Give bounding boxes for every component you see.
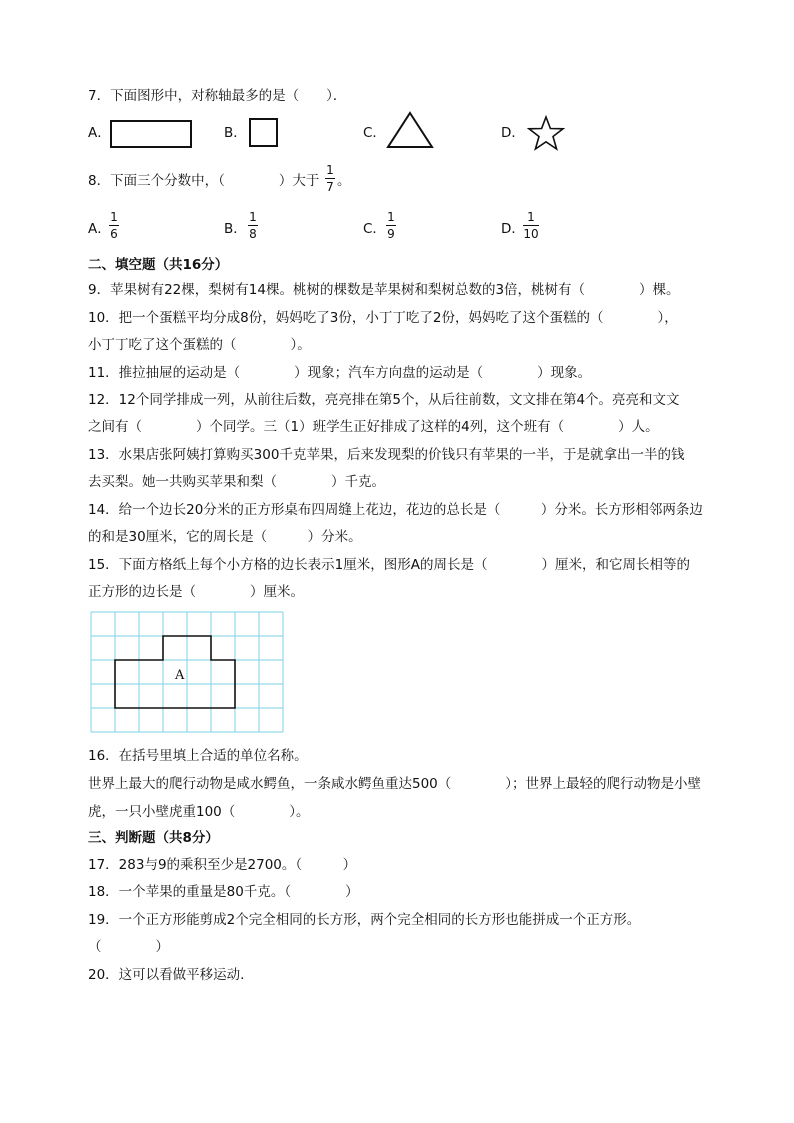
question-13-line-1: 13．水果店张阿姨打算购买300千克苹果，后来发现梨的价钱只有苹果的一半，于是就拿出一半的钱 — [88, 447, 685, 463]
fraction-denominator: 6 — [110, 227, 118, 241]
q7-option-d-label: D． — [501, 125, 525, 141]
question-9: 9．苹果树有22棵，梨树有14棵。桃树的棵数是苹果树和梨树总数的3倍，桃树有（ ）棵。 — [88, 282, 680, 298]
section-2-heading: 二、填空题（共16分） — [88, 257, 229, 273]
rectangle-shape-icon — [110, 120, 192, 148]
q8-option-d-label: D． — [501, 221, 525, 237]
shape-a-label: A — [175, 668, 185, 683]
q8-option-d-fraction — [523, 211, 539, 240]
fraction-numerator: 1 — [387, 210, 395, 224]
grid-paper-figure — [90, 610, 286, 734]
fraction-denominator: 10 — [523, 227, 539, 241]
q8-option-c-label: C． — [363, 221, 386, 237]
q8-option-a-fraction — [109, 211, 119, 240]
fraction-numerator: 1 — [110, 210, 118, 224]
question-14-line-1: 14．给一个边长20分米的正方形桌布四周缝上花边，花边的总长是（ ）分米。长方形相邻两条边 — [88, 502, 703, 518]
question-12-line-1: 12．12个同学排成一列，从前往后数，亮亮排在第5个，从后往前数，文文排在第4个。亮亮和文文 — [88, 392, 680, 408]
question-15-line-1: 15．下面方格纸上每个小方格的边长表示1厘米，图形A的周长是（ ）厘米，和它周长相等的 — [88, 557, 691, 573]
q8-option-c-fraction — [386, 211, 396, 240]
section-3-heading: 三、判断题（共8分） — [88, 830, 219, 846]
fraction-denominator: 9 — [387, 227, 395, 241]
question-20: 20．这可以看做平移运动. — [88, 967, 245, 983]
fraction-numerator: 1 — [249, 210, 257, 224]
question-10-line-1: 10．把一个蛋糕平均分成8份，妈妈吃了3份，小丁丁吃了2份，妈妈吃了这个蛋糕的（ ）， — [88, 310, 678, 326]
fraction-bar — [109, 225, 119, 226]
q7-option-a-label: A． — [88, 125, 111, 141]
fraction-bar — [248, 225, 258, 226]
q8-option-a-label: A． — [88, 221, 111, 237]
q8-stem-end: 。 — [337, 173, 351, 189]
triangle-shape-icon — [386, 111, 434, 149]
question-16-line-3: 虎，一只小壁虎重100（ ）。 — [88, 804, 310, 820]
fraction-bar — [523, 225, 539, 226]
question-19-line-1: 19．一个正方形能剪成2个完全相同的长方形，两个完全相同的长方形也能拼成一个正方形。 — [88, 912, 641, 928]
fraction-denominator: 7 — [326, 180, 334, 194]
question-8-stem — [88, 172, 319, 190]
square-shape-icon — [249, 118, 278, 147]
fraction-numerator: 1 — [527, 210, 535, 224]
grid-lines — [91, 612, 283, 732]
question-16-line-2: 世界上最大的爬行动物是咸水鳄鱼，一条咸水鳄鱼重达500（ ）；世界上最轻的爬行动物是小壁 — [88, 776, 702, 792]
question-18: 18．一个苹果的重量是80千克。（ ） — [88, 884, 359, 900]
fraction-numerator: 1 — [326, 163, 334, 177]
q8-stem-text: 8．下面三个分数中，（ ）大于 — [88, 173, 320, 189]
fraction-bar — [325, 178, 335, 179]
fraction-denominator: 8 — [249, 227, 257, 241]
question-13-line-2: 去买梨。她一共购买苹果和梨（ ）千克。 — [88, 474, 385, 490]
q7-option-c-label: C． — [363, 125, 386, 141]
question-15-line-2: 正方形的边长是（ ）厘米。 — [88, 584, 304, 600]
fraction-bar — [386, 225, 396, 226]
star-shape-icon — [527, 115, 565, 151]
q8-stem-fraction — [325, 164, 335, 193]
question-19-answer: （ ） — [88, 939, 169, 955]
q7-option-b-label: B． — [224, 125, 247, 141]
question-14-line-2: 的和是30厘米，它的周长是（ ）分米。 — [88, 529, 362, 545]
question-16-line-1: 16．在括号里填上合适的单位名称。 — [88, 748, 308, 764]
q8-option-b-fraction — [248, 211, 258, 240]
question-10-line-2: 小丁丁吃了这个蛋糕的（ ）。 — [88, 337, 311, 353]
question-17: 17．283与9的乘积至少是2700。（ ） — [88, 857, 357, 873]
question-7-stem: 7．下面图形中，对称轴最多的是（ ）． — [88, 88, 347, 104]
question-12-line-2: 之间有（ ）个同学。三（1）班学生正好排成了这样的4列，这个班有（ ）人。 — [88, 419, 659, 435]
q8-option-b-label: B． — [224, 221, 247, 237]
question-11: 11．推拉抽屉的运动是（ ）现象；汽车方向盘的运动是（ ）现象。 — [88, 365, 592, 381]
